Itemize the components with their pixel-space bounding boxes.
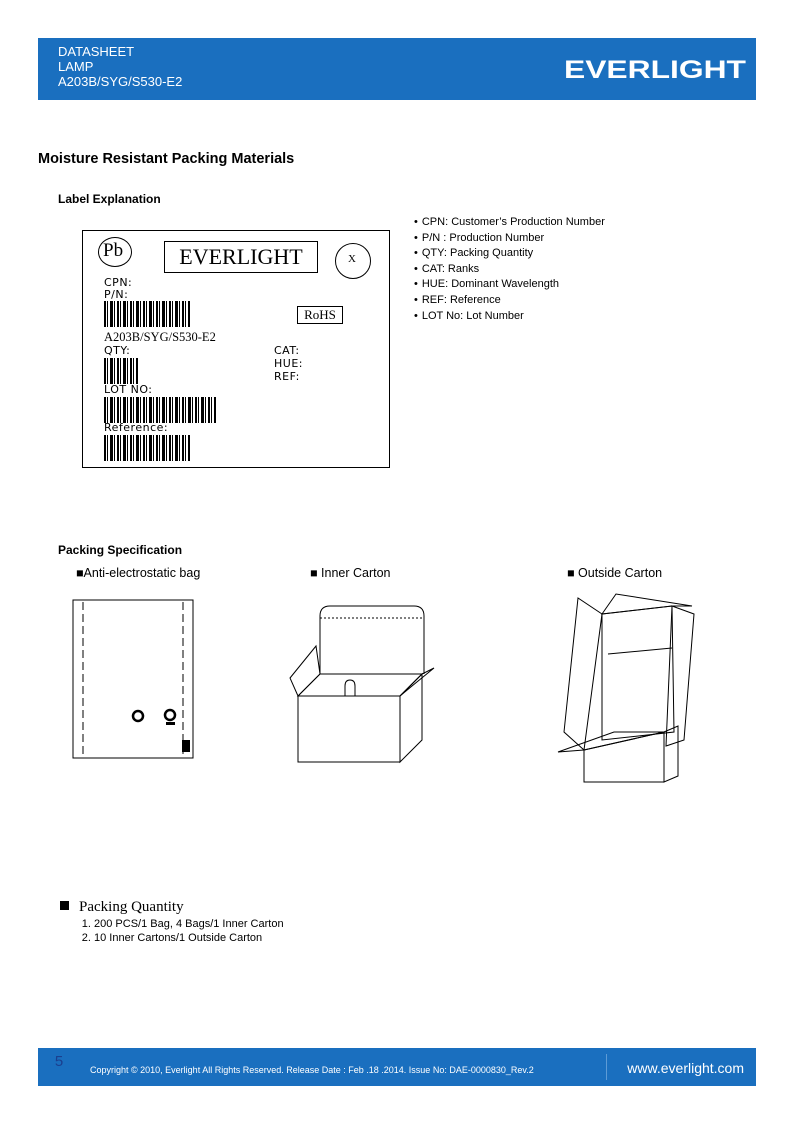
header-text (58, 44, 182, 89)
label-cpn: CPN: (104, 276, 133, 289)
logo-text: EVERLIGHT (564, 56, 746, 82)
footer-divider (606, 1054, 607, 1080)
label-lot-no: LOT NO: (104, 383, 153, 396)
list-item: • CPN: Customer’s Production Number (414, 215, 605, 231)
anti-static-bag-illustration (70, 596, 200, 764)
list-item: • CAT: Ranks (414, 262, 605, 278)
reference-barcode (104, 435, 190, 461)
label-pn: P/N: (104, 288, 129, 301)
outside-carton-caption: ■ Outside Carton (567, 566, 663, 580)
inner-carton-illustration (288, 602, 438, 766)
list-item: • LOT No: Lot Number (414, 309, 605, 325)
product-category: LAMP (58, 59, 94, 74)
list-item: 2. 10 Inner Cartons/1 Outside Carton (94, 931, 284, 945)
part-number: A203B/SYG/S530-E2 (58, 74, 183, 89)
website-link[interactable]: www.everlight.com (627, 1060, 744, 1076)
packing-quantity-list (60, 917, 284, 945)
square-bullet-icon (60, 901, 69, 910)
list-item: • REF: Reference (414, 293, 605, 309)
label-hue: HUE: (274, 357, 303, 370)
doc-type: DATASHEET (58, 44, 135, 59)
page-footer (38, 1048, 756, 1086)
lot-barcode (104, 397, 216, 423)
outside-carton-illustration (554, 590, 704, 786)
list-item: • QTY: Packing Quantity (414, 246, 605, 262)
page-header (38, 38, 756, 100)
page-number: 5 (38, 1048, 80, 1076)
x-mark-text: X (348, 253, 356, 265)
label-reference: Reference: (104, 421, 169, 434)
list-item: • HUE: Dominant Wavelength (414, 277, 605, 293)
label-ref: REF: (274, 370, 300, 383)
copyright-text: Copyright © 2010, Everlight All Rights Reserved. Release Date : Feb .18 .2014. Issue No: DAE-0000830_Rev.2 (90, 1065, 534, 1075)
section-title: Moisture Resistant Packing Materials (38, 151, 295, 167)
label-explanation-heading: Label Explanation (58, 192, 161, 206)
inner-carton-caption: ■ Inner Carton (310, 566, 391, 580)
sample-label (82, 230, 390, 468)
list-item: 1. 200 PCS/1 Bag, 4 Bags/1 Inner Carton (94, 917, 284, 931)
label-brand: EVERLIGHT (164, 241, 318, 273)
bag-caption: ■Anti-electrostatic bag (76, 566, 201, 580)
label-part-number: A203B/SYG/S530-E2 (104, 330, 216, 344)
packing-quantity-heading: Packing Quantity (79, 899, 184, 915)
label-cat: CAT: (274, 344, 300, 357)
everlight-logo (562, 56, 748, 82)
pn-barcode (104, 301, 190, 327)
packing-quantity (60, 899, 284, 945)
list-item: • P/N : Production Number (414, 231, 605, 247)
rohs-mark: RoHS (297, 306, 343, 324)
qty-barcode (104, 358, 138, 384)
packing-specification-heading: Packing Specification (58, 543, 183, 557)
label-qty: QTY: (104, 344, 131, 357)
pb-text: Pb (103, 240, 124, 261)
label-legend-list (414, 215, 605, 324)
